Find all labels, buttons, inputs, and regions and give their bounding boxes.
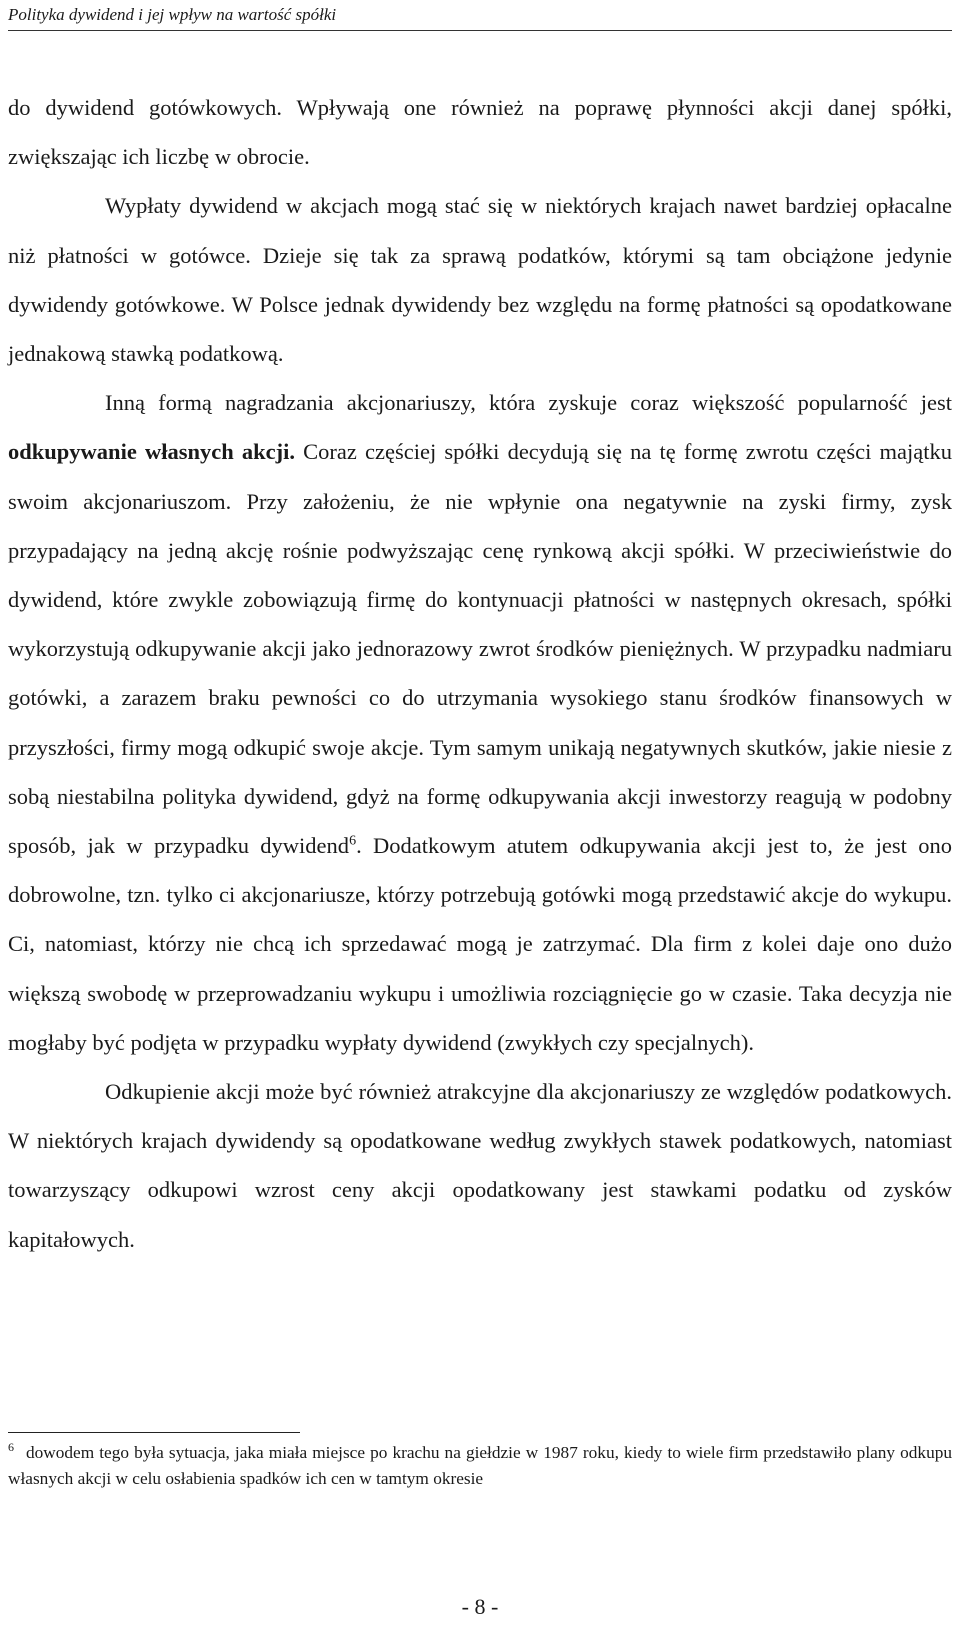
footnote xyxy=(8,1440,952,1492)
buyback-text-part-a: Coraz częściej spółki decydują się na tę formę zwrotu części majątku swoim akcjonariuszom. Przy założeniu, że nie wpłynie ona negatywnie na zyski firmy, zysk przypadający na jedną akcję rośnie podwyższając cenę rynkową akcji spółki. W przeciwieństwie do dywidend, które zwykle zobowiązują firmę do kontynuacji płatności w następnych okresach, spółki wykorzystują odkupywanie akcji jako jednorazowy zwrot środków pieniężnych. W przypadku nadmiaru gotówki, a zarazem braku pewności co do utrzymania wysokiego stanu środków finansowych w przyszłości, firmy mogą odkupić swoje akcje. Tym samym unikają negatywnych skutków, jakie niesie z sobą niestabilna polityka dywidend, gdyż na formę odkupywania akcji inwestorzy reagują w podobny sposób, jak w przypadku dywidend xyxy=(8,439,952,859)
paragraph-share-buyback xyxy=(8,378,952,1067)
footnote-divider xyxy=(8,1432,300,1433)
footnote-number: 6 xyxy=(8,1440,14,1455)
paragraph-tax-advantages: Odkupienie akcji może być również atrakcyjne dla akcjonariuszy ze względów podatkowych. W niektórych krajach dywidendy są opodatkowane według zwykłych stawek podatkowych, natomiast towarzyszący odkupowi wzrost ceny akcji opodatkowany jest stawkami podatku od zysków kapitałowych. xyxy=(8,1079,952,1252)
buyback-text-part-b: . Dodatkowym atutem odkupywania akcji jest to, że jest ono dobrowolne, tzn. tylko ci akcjonariusze, którzy potrzebują gotówki mogą przedstawić akcje do wykupu. Ci, natomiast, którzy nie chcą ich sprzedawać mogą je zatrzymać. Dla firm z kolei daje ono dużo większą swobodę w przeprowadzaniu wykupu i umożliwia rozciągnięcie go w czasie. Taka decyzja nie mogłaby być podjęta w przypadku wypłaty dywidend (zwykłych czy specjalnych). xyxy=(8,833,952,1055)
paragraph-stock-dividends: Wypłaty dywidend w akcjach mogą stać się w niektórych krajach nawet bardziej opłacalne niż płatności w gotówce. Dzieje się tak za sprawą podatków, którymi są tam obciążone jedynie dywidendy gotówkowe. W Polsce jednak dywidendy bez względu na formę płatności są opodatkowane jednakową stawką podatkową. xyxy=(8,193,952,367)
body-text xyxy=(8,83,952,1264)
header-divider xyxy=(8,30,952,31)
footnote-reference[interactable]: 6 xyxy=(349,833,357,849)
page-number: - 8 - xyxy=(461,1594,499,1619)
running-header: Polityka dywidend i jej wpływ na wartość spółki xyxy=(8,5,337,24)
buyback-lead-text: Inną formą nagradzania akcjonariuszy, która zyskuje coraz większość popularność jest xyxy=(105,390,952,416)
buyback-term: odkupywanie własnych akcji. xyxy=(8,439,296,465)
paragraph-continuation: do dywidend gotówkowych. Wpływają one również na poprawę płynności akcji danej spółki, zwiększając ich liczbę w obrocie. xyxy=(8,95,952,170)
footnote-text: dowodem tego była sytuacja, jaka miała miejsce po krachu na giełdzie w 1987 roku, kiedy to wiele firm przedstawiło plany odkupu własnych akcji w celu osłabienia spadków ich cen w tamtym okresie xyxy=(8,1443,952,1488)
